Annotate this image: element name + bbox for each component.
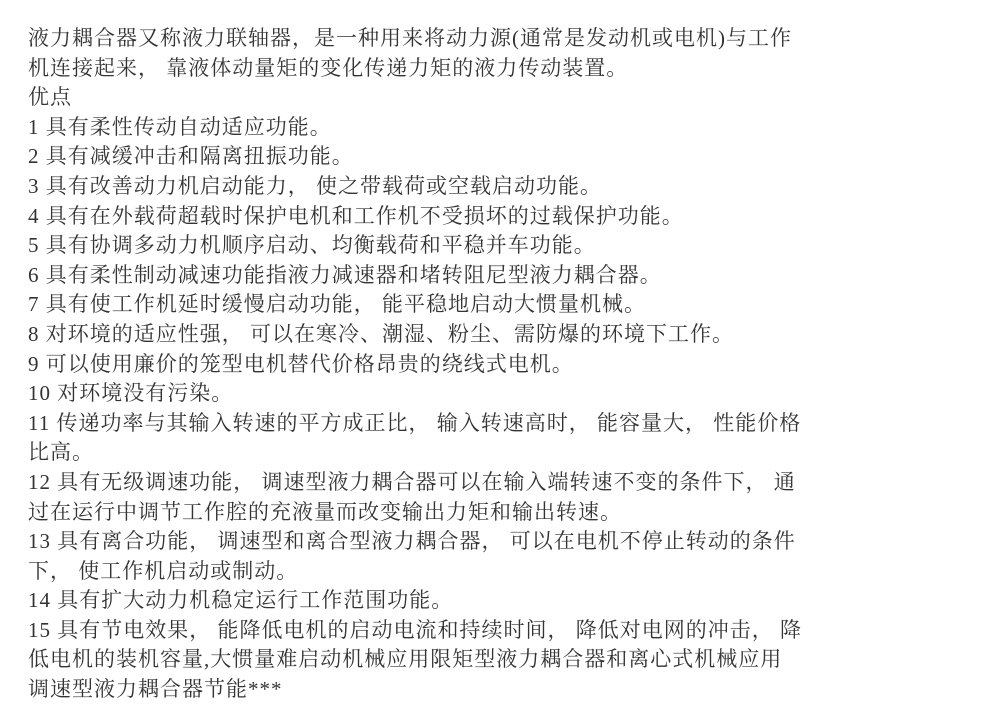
advantage-line-11-cont: 比高。 [28,440,94,465]
advantage-line-14: 14 具有扩大动力机稳定运行工作范围功能。 [28,588,454,613]
advantage-line-2: 2 具有减缓冲击和隔离扭振功能。 [28,144,354,169]
advantage-line-12: 12 具有无级调速功能， 调速型液力耦合器可以在输入端转速不变的条件下， 通 [28,469,796,494]
advantage-line-11: 11 传递功率与其输入转速的平方成正比， 输入转速高时， 能容量大， 性能价格 [28,410,802,435]
advantage-line-7: 7 具有使工作机延时缓慢启动功能， 能平稳地启动大惯量机械。 [28,292,646,317]
advantage-line-10: 10 对环境没有污染。 [28,381,234,406]
advantage-line-9: 9 可以使用廉价的笼型电机替代价格昂贵的绕线式电机。 [28,351,574,376]
advantages-heading: 优点 [28,85,72,110]
advantage-line-4: 4 具有在外载荷超载时保护电机和工作机不受损坏的过载保护功能。 [28,203,684,228]
advantage-line-13: 13 具有离合功能， 调速型和离合型液力耦合器， 可以在电机不停止转动的条件 [28,529,796,554]
advantage-line-15: 15 具有节电效果， 能降低电机的启动电流和持续时间， 降低对电网的冲击， 降 [28,617,802,642]
advantage-line-12-cont: 过在运行中调节工作腔的充液量而改变输出力矩和输出转速。 [28,499,622,524]
text-block [28,24,976,704]
advantage-line-8: 8 对环境的适应性强， 可以在寒冷、潮湿、粉尘、需防爆的环境下工作。 [28,321,734,346]
intro-line-1: 液力耦合器又称液力联轴器，是一种用来将动力源(通常是发动机或电机)与工作 [28,26,792,50]
advantage-line-3: 3 具有改善动力机启动能力， 使之带载荷或空载启动功能。 [28,173,602,198]
advantage-line-6: 6 具有柔性制动减速功能指液力减速器和堵转阻尼型液力耦合器。 [28,262,662,287]
intro-line-2: 机连接起来， 靠液体动量矩的变化传递力矩的液力传动装置。 [28,55,629,80]
advantage-line-15-cont2: 调速型液力耦合器节能*** [28,677,283,702]
advantage-line-1: 1 具有柔性传动自动适应功能。 [28,114,332,139]
advantage-line-13-cont: 下， 使工作机启动或制动。 [28,558,299,583]
advantage-line-15-cont: 低电机的装机容量,大惯量难启动机械应用限矩型液力耦合器和离心式机械应用 [28,647,783,672]
advantage-line-5: 5 具有协调多动力机顺序启动、均衡载荷和平稳并车功能。 [28,233,596,258]
